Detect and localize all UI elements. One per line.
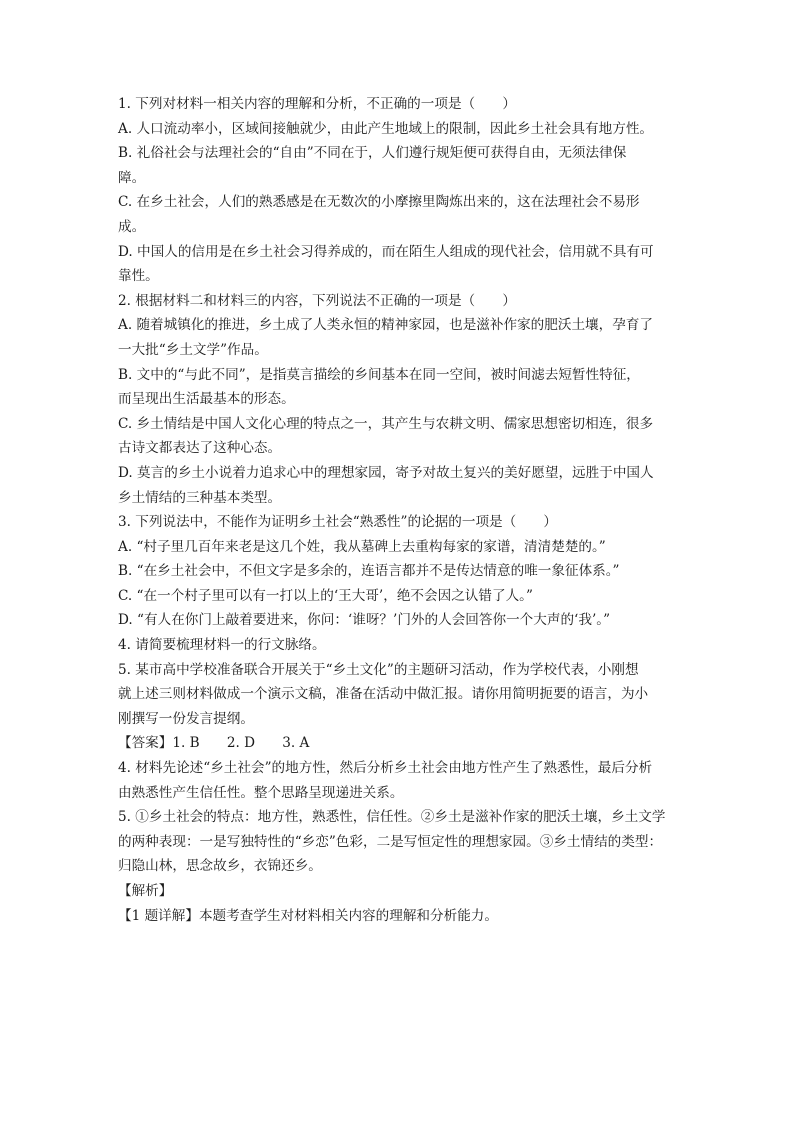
text-line: 而呈现出生活最基本的形态。 [118, 391, 295, 408]
text-line: B. “在乡土社会中，不但文字是多余的，连语言都并不是传达情意的唯一象征体系。” [118, 563, 620, 580]
text-line: D. 莫言的乡土小说着力追求心中的理想家园，寄予对故土复兴的美好愿望，远胜于中国人 [118, 464, 654, 481]
text-line: 归隐山林，思念故乡，衣锦还乡。 [118, 858, 322, 875]
text-line: 【1 题详解】本题考查学生对材料相关内容的理解和分析能力。 [118, 907, 498, 924]
text-line: 靠性。 [118, 268, 159, 285]
text-line: 5. ①乡土社会的特点：地方性，熟悉性，信任性。②乡土是滋补作家的肥沃土壤，乡土文学 [118, 809, 666, 826]
text-line: 乡土情结的三种基本类型。 [118, 489, 282, 506]
text-line: C. 乡土情结是中国人文化心理的特点之一，其产生与农耕文明、儒家思想密切相连，很多 [118, 415, 654, 432]
text-line: D. 中国人的信用是在乡土社会习得养成的，而在陌生人组成的现代社会，信用就不具有可 [118, 243, 654, 260]
document-body [118, 92, 682, 928]
text-line: 2. 根据材料二和材料三的内容，下列说法不正确的一项是（ ） [118, 292, 516, 309]
text-line: 的两种表现：一是写独特性的“乡恋”色彩，二是写恒定性的理想家园。③乡土情结的类型： [118, 833, 663, 850]
text-line: C. “在一个村子里可以有一打以上的‘王大哥’，绝不会因之认错了人。” [118, 587, 533, 604]
text-line: 【答案】1. B 2. D 3. A [118, 735, 310, 752]
text-line: 古诗文都表达了这种心态。 [118, 440, 282, 457]
text-line: C. 在乡土社会，人们的熟悉感是在无数次的小摩擦里陶炼出来的，这在法理社会不易形 [118, 194, 640, 211]
text-line: 1. 下列对材料一相关内容的理解和分析，不正确的一项是（ ） [118, 96, 516, 112]
text-line: B. 文中的“与此不同”，是指莫言描绘的乡间基本在同一空间，被时间滤去短暂性特征， [118, 366, 640, 383]
text-line: A. 人口流动率小，区域间接触就少，由此产生地域上的限制，因此乡土社会具有地方性。 [118, 120, 654, 137]
text-line: 5. 某市高中学校准备联合开展关于“乡土文化”的主题研习活动，作为学校代表，小刚想 [118, 661, 639, 678]
text-line: 成。 [118, 218, 146, 235]
text-line: 【解析】 [118, 883, 173, 899]
text-line: A. “村子里几百年来老是这几个姓，我从墓碑上去重构每家的家谱，清清楚楚的。” [118, 538, 606, 555]
text-line: D. “有人在你门上敲着要进来，你问：‘谁呀？’门外的人会回答你一个大声的‘我’。” [118, 612, 611, 629]
text-line: B. 礼俗社会与法理社会的“自由”不同在于，人们遵行规矩便可获得自由，无须法律保 [118, 145, 627, 162]
text-line: 4. 材料先论述“乡土社会”的地方性，然后分析乡土社会由地方性产生了熟悉性，最后分析 [118, 760, 653, 777]
text-line: 由熟悉性产生信任性。整个思路呈现递进关系。 [118, 784, 404, 801]
text-line: 一大批“乡土文学”作品。 [118, 341, 268, 358]
text-line: 刚撰写一份发言提纲。 [118, 710, 254, 727]
text-line: 3. 下列说法中，不能作为证明乡土社会“熟悉性”的论据的一项是（ ） [118, 514, 558, 531]
text-line: 4. 请简要梳理材料一的行文脉络。 [118, 637, 326, 654]
text-line: A. 随着城镇化的推进，乡土成了人类永恒的精神家园，也是滋补作家的肥沃土壤，孕育了 [118, 317, 654, 334]
text-line: 障。 [118, 169, 146, 186]
text-line: 就上述三则材料做成一个演示文稿，准备在活动中做汇报。请你用简明扼要的语言，为小 [118, 686, 649, 703]
